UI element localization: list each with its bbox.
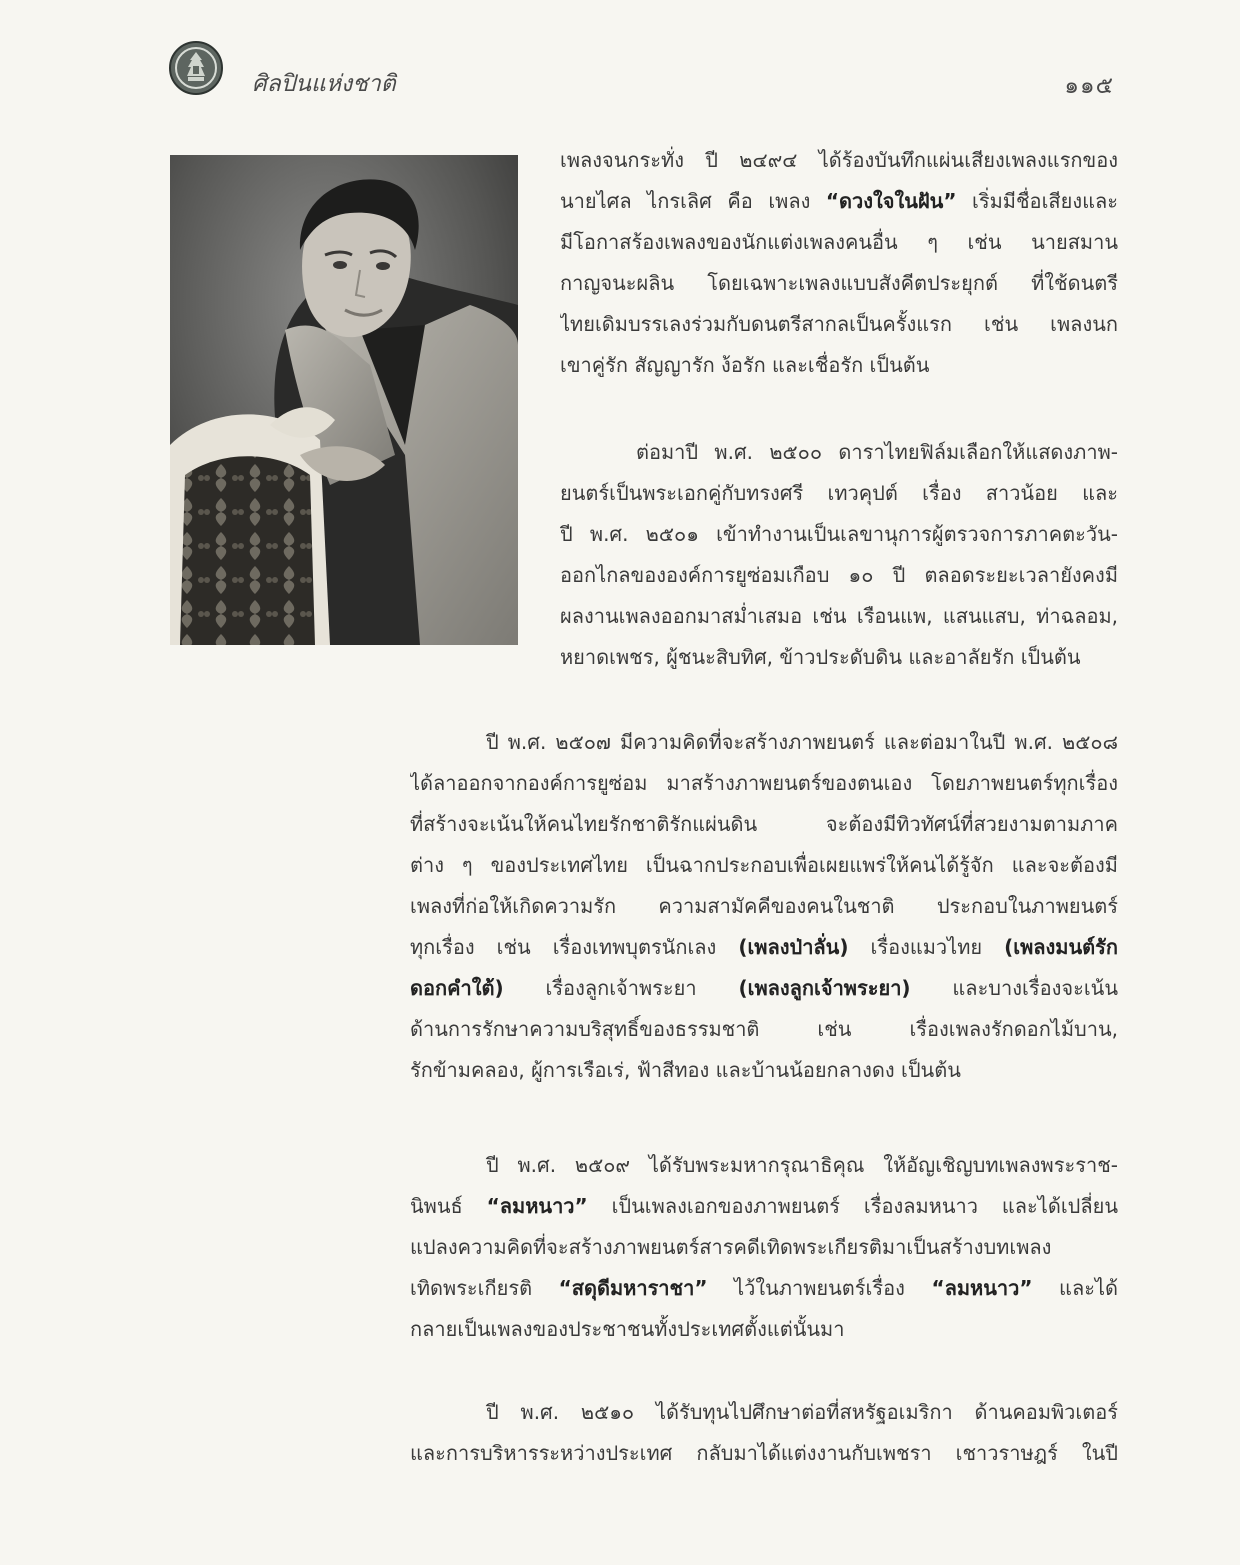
text-line	[410, 1227, 1118, 1268]
text-segment: หยาดเพชร, ผู้ชนะสิบทิศ, ข้าวประดับดิน และอาลัยรัก เป็นต้น	[560, 645, 1081, 669]
text-line	[410, 722, 1118, 763]
bold-text: (เพลงลูกเจ้าพระยา)	[738, 976, 911, 1000]
royal-emblem-icon	[168, 40, 224, 96]
bold-text: “ดวงใจในฝัน”	[825, 189, 957, 213]
text-segment: เรื่องแมวไทย	[848, 935, 1005, 959]
bold-text: “ลมหนาว”	[486, 1194, 588, 1218]
text-segment: ปี พ.ศ. ๒๕๐๗ มีความคิดที่จะสร้างภาพยนตร์ และต่อมาในปี พ.ศ. ๒๕๐๘	[486, 730, 1118, 754]
text-segment: เพลงที่ก่อให้เกิดความรัก ความสามัคคีของคนในชาติ ประกอบในภาพยนตร์	[410, 894, 1118, 918]
paragraph-3	[410, 722, 1118, 1091]
text-segment: รักข้ามคลอง, ผู้การเรือเร่, ฟ้าสีทอง และบ้านน้อยกลางดง เป็นต้น	[410, 1058, 961, 1082]
text-line	[410, 763, 1118, 804]
text-segment: เริ่มมีชื่อเสียงและ	[956, 189, 1118, 213]
text-segment: ต่อมาปี พ.ศ. ๒๕๐๐ ดาราไทยฟิล์มเลือกให้แสดงภาพ-	[636, 440, 1118, 464]
text-segment: และการบริหารระหว่างประเทศ กลับมาได้แต่งงานกับเพชรา เชาวราษฎร์ ในปี	[410, 1441, 1118, 1465]
text-line	[410, 1186, 1118, 1227]
text-segment: เพลงจนกระทั่ง ปี ๒๔๙๔ ได้ร้องบันทึกแผ่นเสียงเพลงแรกของ	[560, 148, 1118, 172]
text-line	[410, 845, 1118, 886]
text-segment: ทุกเรื่อง เช่น เรื่องเทพบุตรนักเลง	[410, 935, 739, 959]
page-header	[0, 0, 1240, 120]
text-segment: เขาคู่รัก สัญญารัก ง้อรัก และเชื่อรัก เป็นต้น	[560, 353, 930, 377]
text-segment: เรื่องลูกเจ้าพระยา	[503, 976, 739, 1000]
text-line	[560, 222, 1118, 263]
text-line	[410, 1309, 1118, 1350]
text-line	[560, 263, 1118, 304]
text-segment: ปี พ.ศ. ๒๕๑๐ ได้รับทุนไปศึกษาต่อที่สหรัฐอเมริกา ด้านคอมพิวเตอร์	[486, 1400, 1118, 1424]
text-line	[560, 304, 1118, 345]
text-segment: ไว้ในภาพยนตร์เรื่อง	[707, 1276, 932, 1300]
portrait-photo	[170, 155, 518, 645]
text-segment: ด้านการรักษาความบริสุทธิ์ของธรรมชาติ เช่น เรื่องเพลงรักดอกไม้บาน,	[410, 1017, 1118, 1041]
text-segment: ยนตร์เป็นพระเอกคู่กับทรงศรี เทวคุปต์ เรื่อง สาวน้อย และ	[560, 481, 1118, 505]
paragraph-2	[560, 432, 1118, 678]
text-segment: ได้ลาออกจากองค์การยูซ่อม มาสร้างภาพยนตร์ของตนเอง โดยภาพยนตร์ทุกเรื่อง	[410, 771, 1118, 795]
bold-text: (เพลงป่าลั่น)	[738, 935, 849, 959]
text-line	[560, 514, 1118, 555]
text-line	[410, 1392, 1118, 1433]
text-segment: กลายเป็นเพลงของประชาชนทั้งประเทศตั้งแต่นั้นมา	[410, 1317, 845, 1341]
text-segment: กาญจนะผลิน โดยเฉพาะเพลงแบบสังคีตประยุกต์ ที่ใช้ดนตรี	[560, 271, 1118, 295]
bold-text: “สดุดีมหาราชา”	[558, 1276, 708, 1300]
text-line	[410, 968, 1118, 1009]
text-line	[560, 637, 1118, 678]
text-segment: ต่าง ๆ ของประเทศไทย เป็นฉากประกอบเพื่อเผยแพร่ให้คนได้รู้จัก และจะต้องมี	[410, 853, 1118, 877]
text-segment: เป็นเพลงเอกของภาพยนตร์ เรื่องลมหนาว และได้เปลี่ยน	[587, 1194, 1118, 1218]
text-line	[560, 596, 1118, 637]
text-line	[560, 140, 1118, 181]
text-line	[410, 1268, 1118, 1309]
text-line	[410, 1009, 1118, 1050]
text-line	[560, 555, 1118, 596]
text-line	[560, 345, 1118, 386]
text-segment: และได้	[1032, 1276, 1118, 1300]
text-segment: ปี พ.ศ. ๒๕๐๙ ได้รับพระมหากรุณาธิคุณ ให้อัญเชิญบทเพลงพระราช-	[486, 1153, 1118, 1177]
text-segment: ที่สร้างจะเน้นให้คนไทยรักชาติรักแผ่นดิน จะต้องมีทิวทัศน์ที่สวยงามตามภาค	[410, 812, 1118, 836]
text-line	[560, 181, 1118, 222]
text-line	[410, 1145, 1118, 1186]
text-line	[410, 886, 1118, 927]
text-line	[410, 1050, 1118, 1091]
text-segment: มีโอกาสร้องเพลงของนักแต่งเพลงคนอื่น ๆ เช่น นายสมาน	[560, 230, 1118, 254]
text-segment: เทิดพระเกียรติ	[410, 1276, 559, 1300]
text-line	[410, 927, 1118, 968]
text-segment: ไทยเดิมบรรเลงร่วมกับดนตรีสากลเป็นครั้งแรก เช่น เพลงนก	[560, 312, 1118, 336]
text-line	[410, 1433, 1118, 1474]
series-title: ศิลปินแห่งชาติ	[252, 71, 396, 97]
text-segment: ผลงานเพลงออกมาสม่ำเสมอ เช่น เรือนแพ, แสนแสบ, ท่าฉลอม,	[560, 604, 1118, 628]
bold-text: “ลมหนาว”	[931, 1276, 1033, 1300]
bold-text: (เพลงมนต์รัก	[1004, 935, 1118, 959]
paragraph-4	[410, 1145, 1118, 1350]
text-line	[560, 473, 1118, 514]
text-segment: ปี พ.ศ. ๒๕๐๑ เข้าทำงานเป็นเลขานุการผู้ตรวจการภาคตะวัน-	[560, 522, 1118, 546]
bold-text: ดอกคำใต้)	[410, 976, 504, 1000]
text-line	[560, 432, 1118, 473]
text-line	[410, 804, 1118, 845]
text-segment: และบางเรื่องจะเน้น	[910, 976, 1118, 1000]
page-number: ๑๑๕	[1064, 73, 1114, 99]
paragraph-5	[410, 1392, 1118, 1474]
text-segment: แปลงความคิดที่จะสร้างภาพยนตร์สารคดีเทิดพระเกียรติมาเป็นสร้างบทเพลง	[410, 1235, 1052, 1259]
text-segment: นายไศล ไกรเลิศ คือ เพลง	[560, 189, 826, 213]
text-segment: ออกไกลขององค์การยูซ่อมเกือบ ๑๐ ปี ตลอดระยะเวลายังคงมี	[560, 563, 1118, 587]
paragraph-1	[560, 140, 1118, 386]
text-segment: นิพนธ์	[410, 1194, 487, 1218]
